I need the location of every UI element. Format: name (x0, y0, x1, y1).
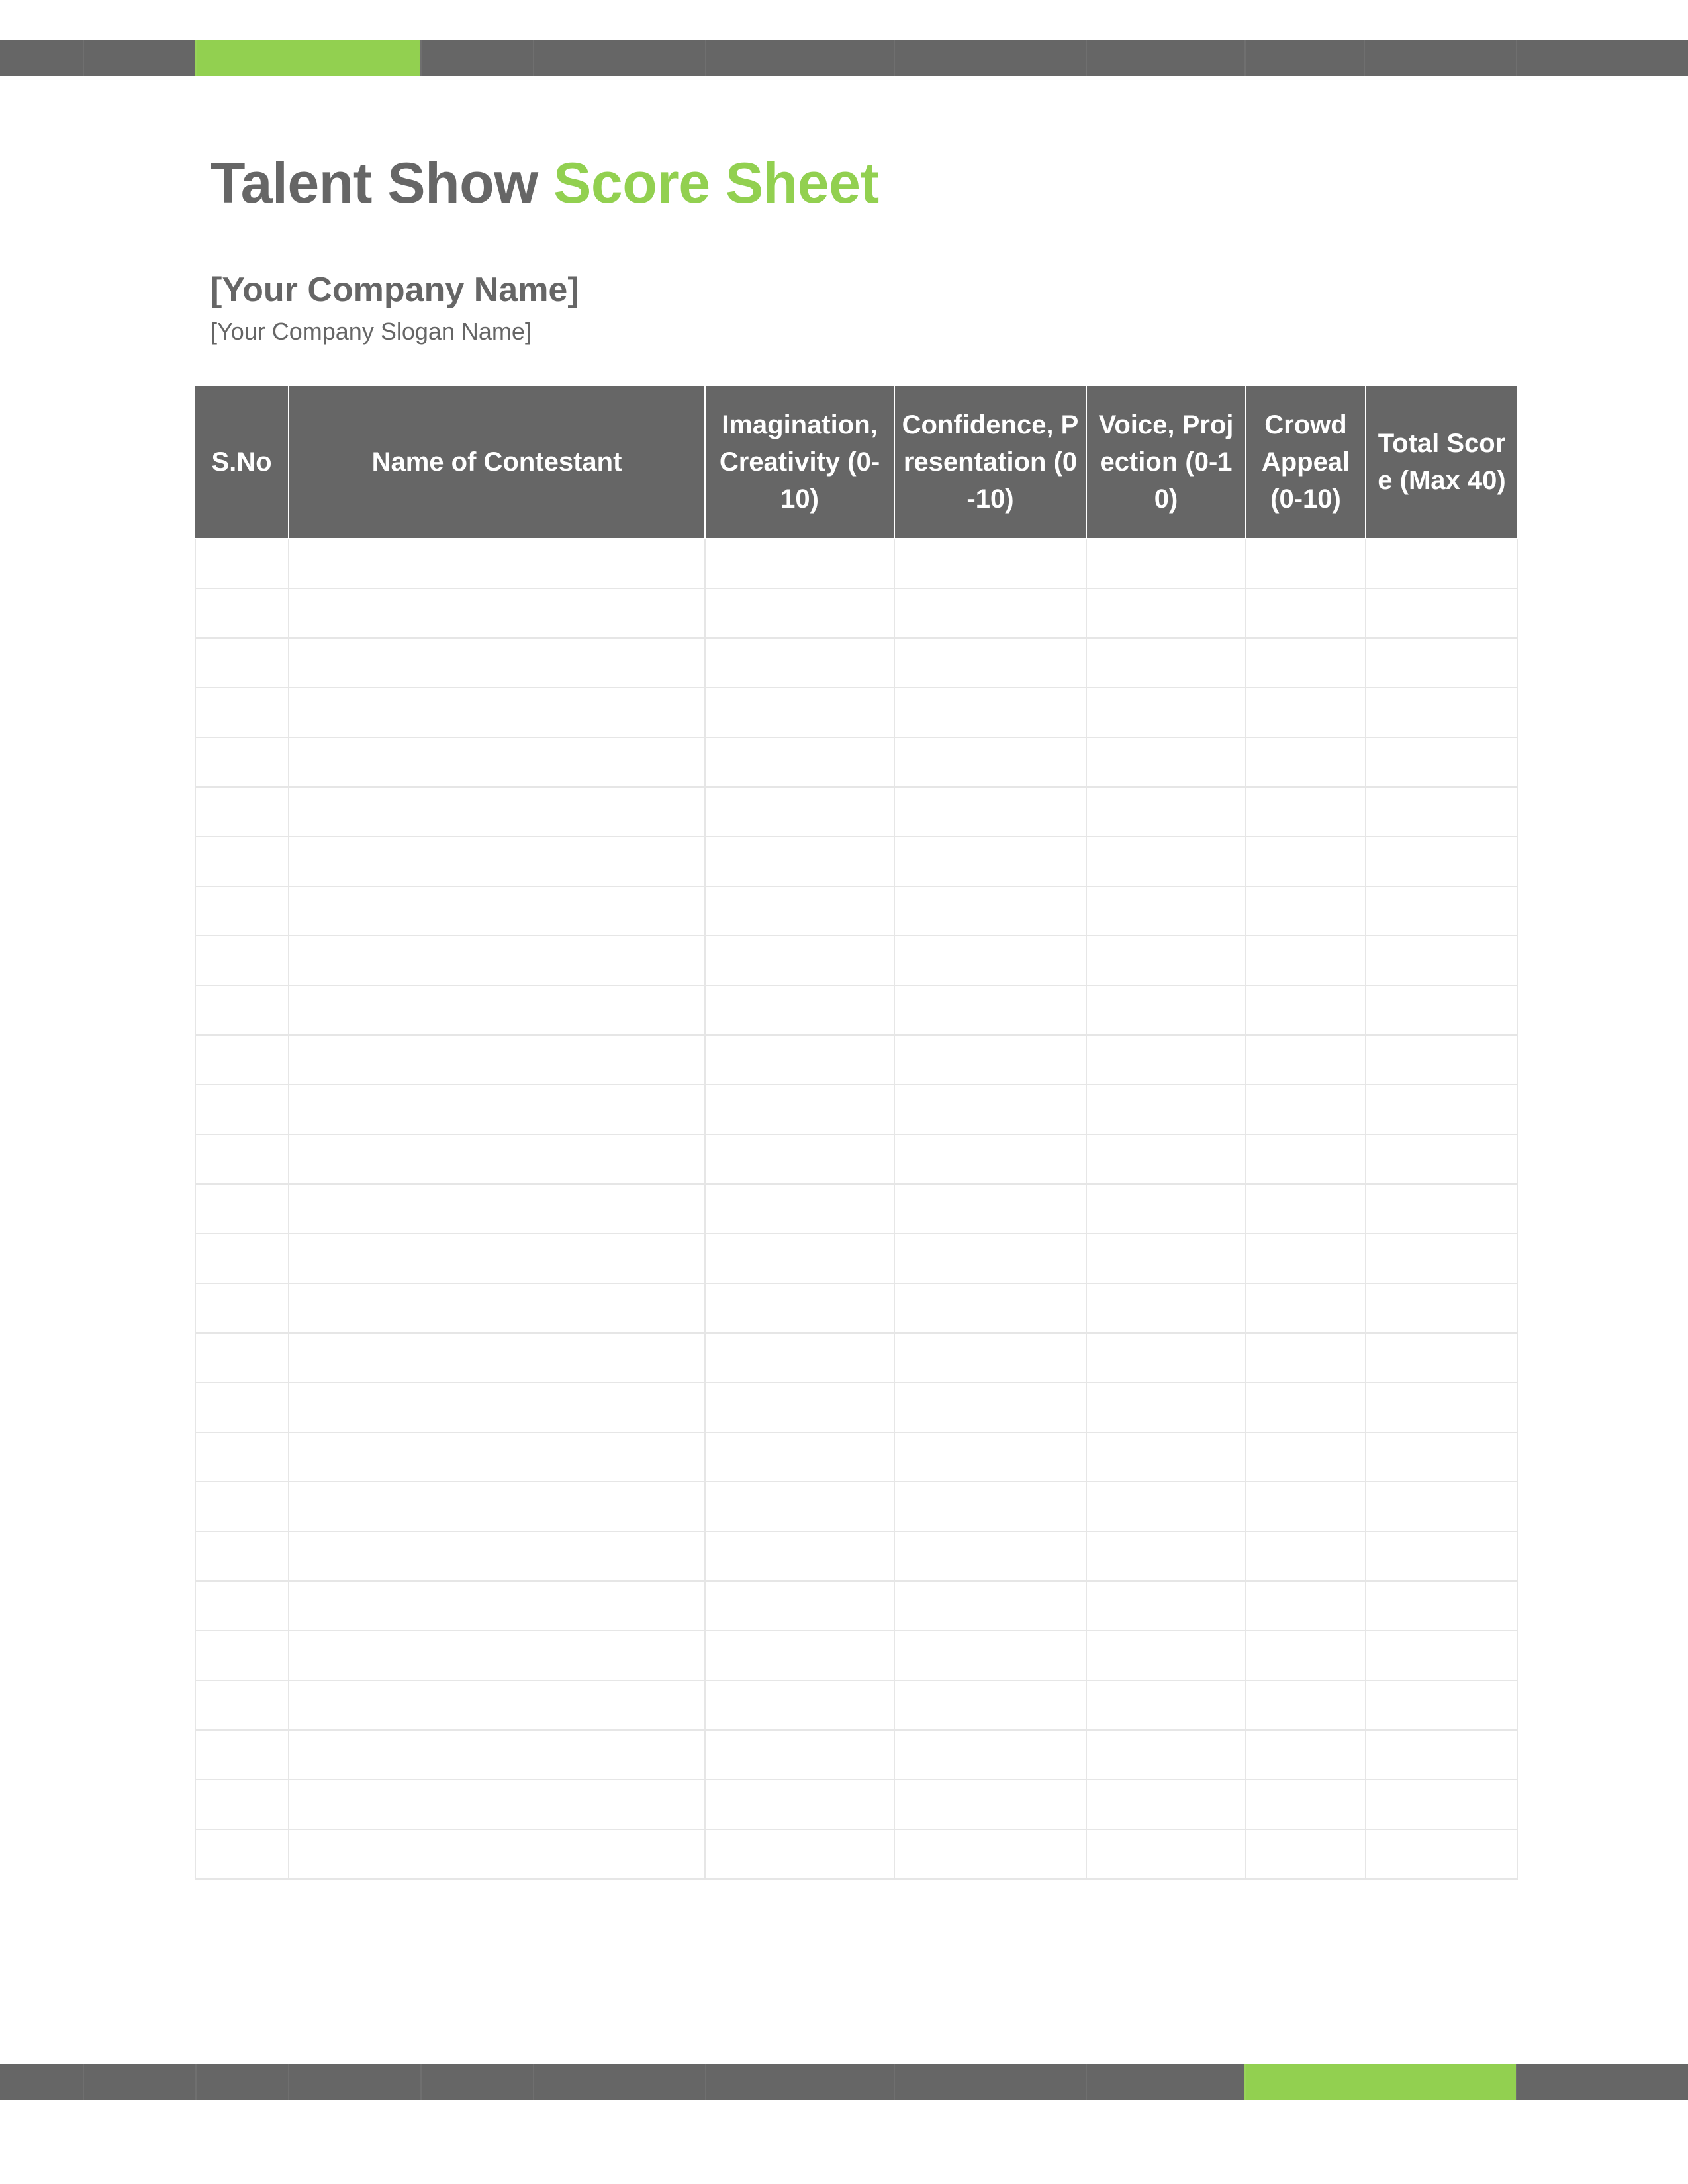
company-name: [Your Company Name] (211, 271, 579, 309)
score-cell[interactable] (705, 1333, 894, 1383)
band-segment (533, 40, 705, 76)
band-segment (1086, 40, 1244, 76)
score-cell[interactable] (894, 936, 1086, 985)
score-cell[interactable] (1246, 1085, 1366, 1134)
table-row (195, 1829, 1517, 1879)
score-cell[interactable] (195, 1184, 289, 1234)
score-cell[interactable] (1366, 1581, 1517, 1631)
score-cell[interactable] (289, 1829, 705, 1879)
score-cell[interactable] (289, 1531, 705, 1581)
score-cell[interactable] (1086, 1631, 1246, 1680)
score-cell[interactable] (289, 1184, 705, 1234)
score-cell[interactable] (894, 1234, 1086, 1283)
score-cell[interactable] (705, 1581, 894, 1631)
score-cell[interactable] (894, 638, 1086, 688)
score-cell[interactable] (195, 1134, 289, 1184)
score-cell[interactable] (1246, 1780, 1366, 1829)
score-cell[interactable] (195, 1531, 289, 1581)
score-cell[interactable] (705, 886, 894, 936)
score-cell[interactable] (1086, 1432, 1246, 1482)
score-cell[interactable] (1366, 1631, 1517, 1680)
score-cell[interactable] (1246, 1680, 1366, 1730)
table-row (195, 1730, 1517, 1780)
score-cell[interactable] (289, 1680, 705, 1730)
score-cell[interactable] (1086, 539, 1246, 588)
score-cell[interactable] (1366, 638, 1517, 688)
band-segment-accent (195, 40, 420, 76)
score-cell[interactable] (894, 1184, 1086, 1234)
score-cell[interactable] (1086, 985, 1246, 1035)
table-row (195, 837, 1517, 886)
table-row (195, 1383, 1517, 1432)
band-segment (705, 2064, 894, 2100)
score-cell[interactable] (1086, 1531, 1246, 1581)
band-segment-accent (1244, 2064, 1516, 2100)
score-cell[interactable] (195, 1581, 289, 1631)
score-cell[interactable] (1246, 886, 1366, 936)
band-segment (83, 2064, 195, 2100)
score-cell[interactable] (1366, 737, 1517, 787)
score-cell[interactable] (894, 1581, 1086, 1631)
company-slogan: [Your Company Slogan Name] (211, 318, 532, 345)
score-cell[interactable] (894, 837, 1086, 886)
band-segment (420, 2064, 533, 2100)
band-segment (420, 40, 533, 76)
score-cell[interactable] (195, 688, 289, 737)
title-main: Talent Show (211, 152, 538, 215)
header-serial-number: S.No (195, 386, 289, 539)
score-cell[interactable] (1086, 1333, 1246, 1383)
score-cell[interactable] (1366, 1482, 1517, 1531)
score-cell[interactable] (289, 539, 705, 588)
score-cell[interactable] (195, 1085, 289, 1134)
band-segment (533, 2064, 705, 2100)
score-cell[interactable] (705, 936, 894, 985)
score-cell[interactable] (1086, 1085, 1246, 1134)
score-cell[interactable] (289, 1035, 705, 1085)
score-cell[interactable] (1366, 1432, 1517, 1482)
header-total-score: Total Score (Max 40) (1366, 386, 1517, 539)
score-cell[interactable] (1246, 1035, 1366, 1085)
score-cell[interactable] (705, 1134, 894, 1184)
score-cell[interactable] (705, 1383, 894, 1432)
score-cell[interactable] (1246, 985, 1366, 1035)
score-cell[interactable] (289, 1482, 705, 1531)
score-cell[interactable] (1246, 1531, 1366, 1581)
score-cell[interactable] (705, 837, 894, 886)
score-cell[interactable] (705, 1829, 894, 1879)
score-cell[interactable] (894, 886, 1086, 936)
table-row (195, 1283, 1517, 1333)
band-segment (894, 2064, 1086, 2100)
score-cell[interactable] (705, 539, 894, 588)
score-cell[interactable] (1246, 688, 1366, 737)
score-table (195, 386, 1518, 1880)
score-cell[interactable] (705, 1432, 894, 1482)
score-cell[interactable] (1366, 1829, 1517, 1879)
score-cell[interactable] (894, 1730, 1086, 1780)
score-cell[interactable] (1366, 1283, 1517, 1333)
score-cell[interactable] (1366, 985, 1517, 1035)
top-decorative-band (0, 40, 1688, 76)
score-cell[interactable] (195, 886, 289, 936)
score-cell[interactable] (195, 737, 289, 787)
score-cell[interactable] (705, 1035, 894, 1085)
score-cell[interactable] (894, 985, 1086, 1035)
score-cell[interactable] (289, 837, 705, 886)
table-row (195, 638, 1517, 688)
score-cell[interactable] (1366, 787, 1517, 837)
score-cell[interactable] (195, 936, 289, 985)
score-cell[interactable] (195, 1234, 289, 1283)
score-cell[interactable] (1086, 936, 1246, 985)
score-cell[interactable] (1086, 1035, 1246, 1085)
score-cell[interactable] (894, 1829, 1086, 1879)
band-segment (705, 40, 894, 76)
score-cell[interactable] (705, 1482, 894, 1531)
score-cell[interactable] (1246, 1631, 1366, 1680)
score-cell[interactable] (894, 1283, 1086, 1333)
header-contestant-name: Name of Contestant (289, 386, 705, 539)
score-cell[interactable] (289, 1085, 705, 1134)
score-cell[interactable] (195, 638, 289, 688)
score-cell[interactable] (894, 1780, 1086, 1829)
score-cell[interactable] (1086, 1780, 1246, 1829)
score-cell[interactable] (289, 787, 705, 837)
score-cell[interactable] (1086, 1134, 1246, 1184)
score-cell[interactable] (289, 638, 705, 688)
score-cell[interactable] (1246, 1581, 1366, 1631)
score-cell[interactable] (705, 787, 894, 837)
title-accent: Score Sheet (553, 152, 879, 215)
band-segment (0, 2064, 83, 2100)
score-table-body (195, 539, 1517, 1879)
score-cell[interactable] (289, 737, 705, 787)
score-cell[interactable] (289, 1730, 705, 1780)
score-cell[interactable] (289, 1631, 705, 1680)
score-cell[interactable] (289, 1383, 705, 1432)
header-confidence-presentation: Confidence, Presentation (0-10) (894, 386, 1086, 539)
score-cell[interactable] (705, 1283, 894, 1333)
score-cell[interactable] (1246, 1283, 1366, 1333)
score-cell[interactable] (705, 1730, 894, 1780)
score-cell[interactable] (1086, 1482, 1246, 1531)
score-cell[interactable] (1366, 837, 1517, 886)
score-cell[interactable] (1086, 1581, 1246, 1631)
band-segment (195, 2064, 288, 2100)
score-cell[interactable] (289, 886, 705, 936)
score-cell[interactable] (1086, 1234, 1246, 1283)
score-cell[interactable] (1086, 1730, 1246, 1780)
score-cell[interactable] (894, 1531, 1086, 1581)
band-segment (83, 40, 195, 76)
table-row (195, 688, 1517, 737)
table-row (195, 1035, 1517, 1085)
table-row (195, 787, 1517, 837)
header-crowd-appeal: Crowd Appeal (0-10) (1246, 386, 1366, 539)
score-cell[interactable] (1086, 737, 1246, 787)
score-cell[interactable] (1086, 837, 1246, 886)
table-row (195, 1531, 1517, 1581)
score-cell[interactable] (1366, 1134, 1517, 1184)
score-cell[interactable] (195, 1035, 289, 1085)
score-cell[interactable] (195, 985, 289, 1035)
score-cell[interactable] (705, 1531, 894, 1581)
table-row (195, 1134, 1517, 1184)
score-cell[interactable] (1086, 688, 1246, 737)
score-cell[interactable] (1246, 1730, 1366, 1780)
score-cell[interactable] (894, 1383, 1086, 1432)
score-cell[interactable] (1366, 886, 1517, 936)
score-cell[interactable] (705, 1085, 894, 1134)
score-cell[interactable] (894, 539, 1086, 588)
score-cell[interactable] (1366, 588, 1517, 638)
header-imagination-creativity: Imagination, Creativity (0-10) (705, 386, 894, 539)
table-row (195, 588, 1517, 638)
table-row (195, 1085, 1517, 1134)
score-cell[interactable] (1246, 638, 1366, 688)
score-cell[interactable] (1366, 1333, 1517, 1383)
score-cell[interactable] (289, 985, 705, 1035)
table-row (195, 737, 1517, 787)
score-cell[interactable] (894, 588, 1086, 638)
table-row (195, 539, 1517, 588)
band-segment (1516, 2064, 1688, 2100)
score-cell[interactable] (195, 539, 289, 588)
score-cell[interactable] (1086, 1680, 1246, 1730)
table-row (195, 1234, 1517, 1283)
bottom-decorative-band (0, 2064, 1688, 2100)
score-cell[interactable] (289, 1134, 705, 1184)
score-cell[interactable] (1366, 1085, 1517, 1134)
score-cell[interactable] (1366, 1780, 1517, 1829)
score-cell[interactable] (195, 1482, 289, 1531)
table-row (195, 1432, 1517, 1482)
score-cell[interactable] (1086, 588, 1246, 638)
score-cell[interactable] (289, 936, 705, 985)
score-cell[interactable] (1246, 1134, 1366, 1184)
score-cell[interactable] (894, 737, 1086, 787)
score-cell[interactable] (1246, 936, 1366, 985)
score-cell[interactable] (195, 1432, 289, 1482)
score-cell[interactable] (894, 688, 1086, 737)
score-cell[interactable] (195, 1680, 289, 1730)
band-segment (1086, 2064, 1244, 2100)
score-cell[interactable] (894, 1035, 1086, 1085)
score-cell[interactable] (289, 1283, 705, 1333)
header-voice-projection: Voice, Projection (0-10) (1086, 386, 1246, 539)
score-cell[interactable] (1246, 539, 1366, 588)
score-cell[interactable] (1246, 1383, 1366, 1432)
score-cell[interactable] (289, 1333, 705, 1383)
table-row (195, 1184, 1517, 1234)
score-cell[interactable] (195, 1829, 289, 1879)
score-cell[interactable] (705, 588, 894, 638)
score-cell[interactable] (1366, 1680, 1517, 1730)
score-cell[interactable] (1246, 1333, 1366, 1383)
band-segment (288, 2064, 420, 2100)
band-segment (1244, 40, 1364, 76)
score-cell[interactable] (705, 1184, 894, 1234)
score-cell[interactable] (705, 985, 894, 1035)
score-cell[interactable] (1366, 1730, 1517, 1780)
score-cell[interactable] (195, 1383, 289, 1432)
score-cell[interactable] (894, 1680, 1086, 1730)
score-cell[interactable] (894, 1333, 1086, 1383)
score-cell[interactable] (894, 1432, 1086, 1482)
score-cell[interactable] (289, 688, 705, 737)
score-cell[interactable] (894, 1631, 1086, 1680)
score-cell[interactable] (705, 638, 894, 688)
score-cell[interactable] (195, 1631, 289, 1680)
score-cell[interactable] (1246, 737, 1366, 787)
table-row (195, 1333, 1517, 1383)
score-cell[interactable] (1086, 886, 1246, 936)
score-cell[interactable] (894, 1482, 1086, 1531)
score-cell[interactable] (195, 1730, 289, 1780)
table-row (195, 1482, 1517, 1531)
score-cell[interactable] (1246, 1482, 1366, 1531)
score-cell[interactable] (1246, 1432, 1366, 1482)
score-cell[interactable] (705, 688, 894, 737)
band-segment (1516, 40, 1688, 76)
score-cell[interactable] (1086, 1283, 1246, 1333)
score-cell[interactable] (1246, 588, 1366, 638)
score-cell[interactable] (195, 787, 289, 837)
score-cell[interactable] (1366, 1234, 1517, 1283)
score-cell[interactable] (894, 1134, 1086, 1184)
table-row (195, 1631, 1517, 1680)
score-cell[interactable] (289, 588, 705, 638)
score-cell[interactable] (1086, 1383, 1246, 1432)
score-cell[interactable] (195, 588, 289, 638)
score-cell[interactable] (195, 1283, 289, 1333)
table-row (195, 1581, 1517, 1631)
score-cell[interactable] (1366, 1184, 1517, 1234)
score-cell[interactable] (1246, 787, 1366, 837)
score-cell[interactable] (1246, 1829, 1366, 1879)
table-row (195, 1780, 1517, 1829)
score-cell[interactable] (1366, 1035, 1517, 1085)
score-cell[interactable] (1086, 787, 1246, 837)
band-segment (894, 40, 1086, 76)
page-title (211, 151, 879, 216)
band-segment (0, 40, 83, 76)
score-cell[interactable] (1366, 688, 1517, 737)
score-cell[interactable] (894, 1085, 1086, 1134)
table-row (195, 1680, 1517, 1730)
score-cell[interactable] (705, 737, 894, 787)
score-cell[interactable] (1366, 1531, 1517, 1581)
band-segment (1364, 40, 1516, 76)
header-row (195, 386, 1517, 539)
score-cell[interactable] (289, 1234, 705, 1283)
score-cell[interactable] (705, 1780, 894, 1829)
score-cell[interactable] (1366, 936, 1517, 985)
score-cell[interactable] (1366, 539, 1517, 588)
score-cell[interactable] (195, 837, 289, 886)
score-cell[interactable] (705, 1680, 894, 1730)
score-cell[interactable] (1246, 837, 1366, 886)
score-cell[interactable] (289, 1432, 705, 1482)
score-cell[interactable] (894, 787, 1086, 837)
score-cell[interactable] (195, 1780, 289, 1829)
table-row (195, 936, 1517, 985)
score-cell[interactable] (1246, 1184, 1366, 1234)
score-cell[interactable] (1086, 638, 1246, 688)
score-cell[interactable] (705, 1234, 894, 1283)
score-cell[interactable] (289, 1581, 705, 1631)
score-cell[interactable] (1086, 1829, 1246, 1879)
score-cell[interactable] (289, 1780, 705, 1829)
score-cell[interactable] (705, 1631, 894, 1680)
score-cell[interactable] (1366, 1383, 1517, 1432)
score-cell[interactable] (195, 1333, 289, 1383)
table-row (195, 886, 1517, 936)
table-row (195, 985, 1517, 1035)
score-cell[interactable] (1086, 1184, 1246, 1234)
score-cell[interactable] (1246, 1234, 1366, 1283)
